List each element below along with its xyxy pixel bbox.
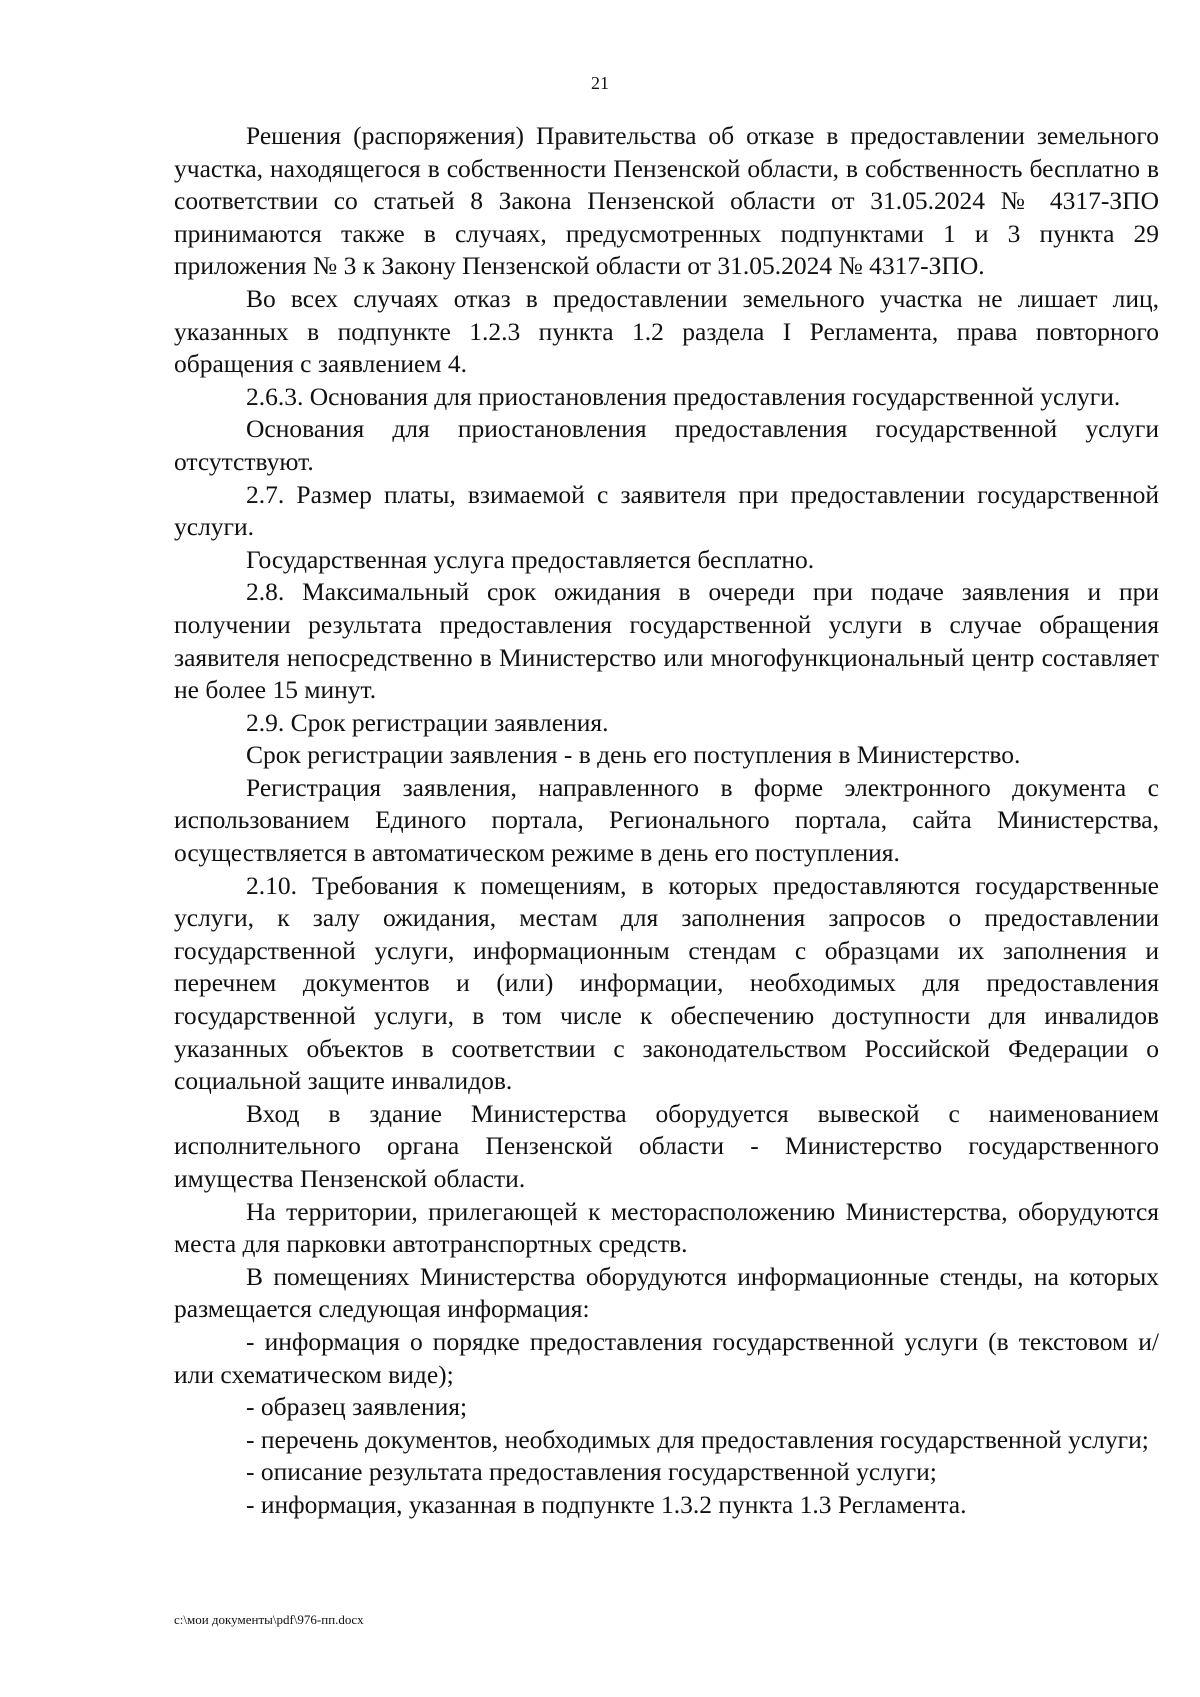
paragraph-2-9-heading: 2.9. Срок регистрации заявления. [246, 707, 609, 737]
document-body [174, 120, 1159, 1522]
paragraph-2-8-waiting-time: 2.8. Максимальный срок ожидания в очереди при подаче заявления и при получении результата предоставления государственной услуги в случае обращения заявителя непосредственно в Министерство или многофункциональный центр составляет не более 15 минут. [174, 577, 1159, 705]
list-item-procedure-info: - информация о порядке предоставления государственной услуги (в текстовом и/или схематическом виде); [174, 1326, 1159, 1389]
footer-file-path: c:\мои документы\pdf\976-пп.docx [174, 1612, 364, 1627]
list-item-result-description: - описание результата предоставления государственной услуги; [246, 1457, 937, 1487]
paragraph-parking: На территории, прилегающей к месторасположению Министерства, оборудуются места для парковки автотранспортных средств. [174, 1196, 1159, 1259]
page-number: 21 [591, 73, 609, 93]
paragraph-refusal-decisions: Решения (распоряжения) Правительства об отказе в предоставлении земельного участка, находящегося в собственности Пензенской области, в собственность бесплатно в соответствии со статьей 8 Закона Пензенской области от 31.05.2024 № 4317-ЗПО принимаются также в случаях, предусмотренных подпунктами 1 и 3 пункта 29 приложения № 3 к Закону Пензенской области от 31.05.2024 № 4317-ЗПО. [174, 121, 1159, 281]
paragraph-info-stands: В помещениях Министерства оборудуются информационные стенды, на которых размещается следующая информация: [174, 1261, 1159, 1324]
paragraph-free-service: Государственная услуга предоставляется бесплатно. [246, 544, 815, 574]
list-item-application-sample: - образец заявления; [246, 1392, 468, 1422]
paragraph-2-10-premises-requirements: 2.10. Требования к помещениям, в которых предоставляются государственные услуги, к залу ожидания, местам для заполнения запросов о предоставлении государственной услуги, информационным стендам с образцами их заполнения и перечнем документов и (или) информации, необходимых для предоставления государственной услуги, в том числе к обеспечению доступности для инвалидов указанных объектов в соответствии с законодательством Российской Федерации о социальной защите инвалидов. [174, 870, 1159, 1096]
paragraph-electronic-registration: Регистрация заявления, направленного в форме электронного документа с использованием Единого портала, Регионального портала, сайта Министерства, осуществляется в автоматическом режиме в день его поступления. [174, 772, 1159, 868]
paragraph-entrance-sign: Вход в здание Министерства оборудуется вывеской с наименованием исполнительного органа Пензенской области - Министерство государственного имущества Пензенской области. [174, 1098, 1159, 1193]
paragraph-registration-term: Срок регистрации заявления - в день его поступления в Министерство. [246, 740, 1021, 770]
paragraph-refusal-not-depriving: Во всех случаях отказ в предоставлении земельного участка не лишает лиц, указанных в подпункте 1.2.3 пункта 1.2 раздела I Регламента, права повторного обращения с заявлением 4. [174, 283, 1159, 379]
paragraph-2-7-heading: 2.7. Размер платы, взимаемой с заявителя при предоставлении государственной услуги. [174, 479, 1159, 542]
list-item-documents-list: - перечень документов, необходимых для предоставления государственной услуги; [246, 1424, 1149, 1454]
paragraph-2-6-3-heading: 2.6.3. Основания для приостановления предоставления государственной услуги. [246, 381, 1121, 411]
paragraph-suspension-grounds: Основания для приостановления предоставления государственной услуги отсутствуют. [174, 414, 1159, 476]
list-item-reference-info: - информация, указанная в подпункте 1.3.2 пункта 1.3 Регламента. [246, 1489, 967, 1519]
